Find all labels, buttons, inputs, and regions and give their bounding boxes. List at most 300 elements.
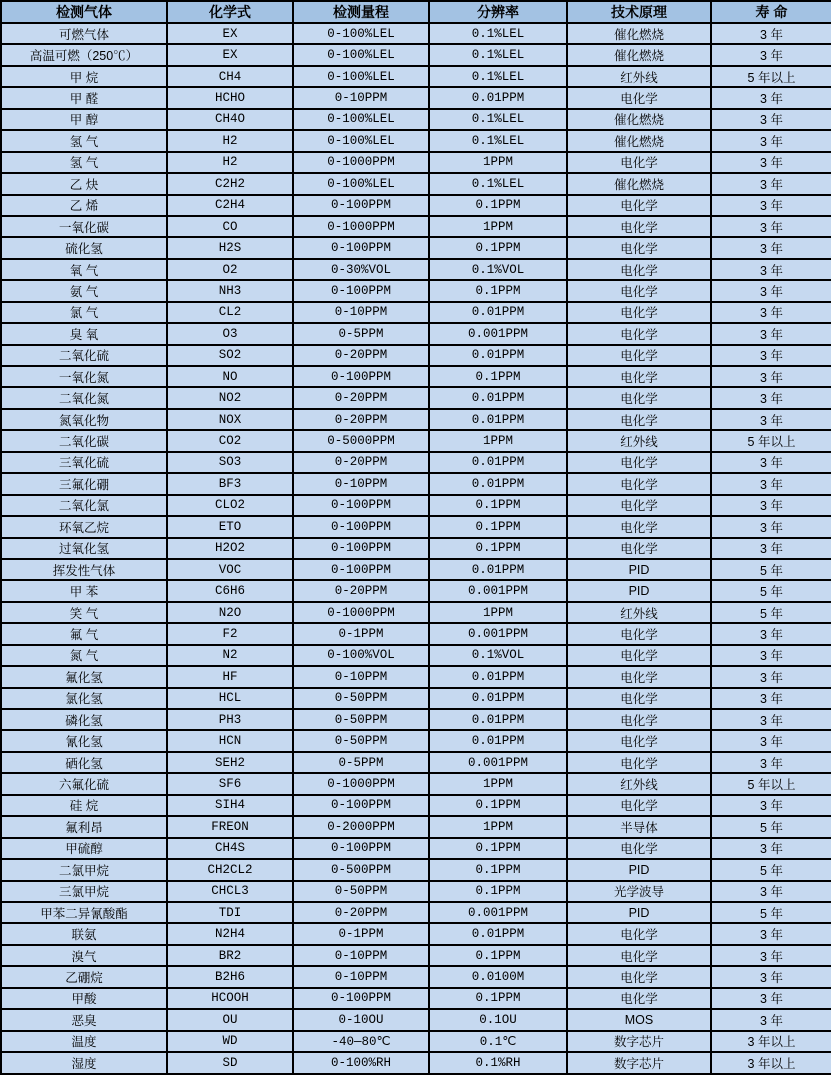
cell-resolution: 1PPM xyxy=(429,216,567,237)
cell-formula: CLO2 xyxy=(167,495,293,516)
cell-life: 3 年 xyxy=(711,881,831,902)
cell-formula: BF3 xyxy=(167,473,293,494)
cell-life: 5 年 xyxy=(711,902,831,923)
cell-resolution: 0.1PPM xyxy=(429,280,567,301)
cell-resolution: 0.1PPM xyxy=(429,516,567,537)
cell-principle: 催化燃烧 xyxy=(567,23,711,44)
column-header-formula: 化学式 xyxy=(167,1,293,23)
cell-resolution: 0.01PPM xyxy=(429,87,567,108)
cell-gas: 甲 苯 xyxy=(1,580,167,601)
cell-principle: 电化学 xyxy=(567,688,711,709)
cell-formula: CHCL3 xyxy=(167,881,293,902)
cell-formula: CH4O xyxy=(167,109,293,130)
cell-gas: 氯化氢 xyxy=(1,688,167,709)
cell-range: -40—80℃ xyxy=(293,1031,429,1052)
cell-gas: 氟 气 xyxy=(1,623,167,644)
cell-formula: SO2 xyxy=(167,345,293,366)
cell-range: 0-50PPM xyxy=(293,688,429,709)
cell-gas: 湿度 xyxy=(1,1052,167,1074)
cell-life: 5 年以上 xyxy=(711,430,831,451)
cell-principle: 电化学 xyxy=(567,666,711,687)
cell-resolution: 0.1PPM xyxy=(429,366,567,387)
table-row xyxy=(1,923,831,944)
cell-gas: 乙 炔 xyxy=(1,173,167,194)
table-row xyxy=(1,902,831,923)
cell-resolution: 0.1%LEL xyxy=(429,66,567,87)
cell-gas: 恶臭 xyxy=(1,1009,167,1030)
cell-life: 3 年 xyxy=(711,495,831,516)
cell-formula: SO3 xyxy=(167,452,293,473)
cell-gas: 二氧化硫 xyxy=(1,345,167,366)
cell-resolution: 0.1PPM xyxy=(429,881,567,902)
cell-principle: 电化学 xyxy=(567,366,711,387)
cell-formula: C2H4 xyxy=(167,195,293,216)
cell-resolution: 0.1OU xyxy=(429,1009,567,1030)
cell-principle: 电化学 xyxy=(567,387,711,408)
table-row xyxy=(1,688,831,709)
cell-life: 3 年 xyxy=(711,366,831,387)
cell-range: 0-100PPM xyxy=(293,988,429,1009)
cell-range: 0-100%RH xyxy=(293,1052,429,1074)
table-row xyxy=(1,516,831,537)
cell-formula: ETO xyxy=(167,516,293,537)
column-header-principle: 技术原理 xyxy=(567,1,711,23)
table-row xyxy=(1,623,831,644)
cell-life: 3 年 xyxy=(711,87,831,108)
cell-formula: N2O xyxy=(167,602,293,623)
cell-gas: 挥发性气体 xyxy=(1,559,167,580)
cell-life: 3 年 xyxy=(711,688,831,709)
cell-range: 0-100PPM xyxy=(293,795,429,816)
cell-gas: 乙 烯 xyxy=(1,195,167,216)
cell-principle: 光学波导 xyxy=(567,881,711,902)
cell-life: 3 年 xyxy=(711,173,831,194)
cell-resolution: 0.1PPM xyxy=(429,195,567,216)
table-row xyxy=(1,580,831,601)
cell-formula: TDI xyxy=(167,902,293,923)
cell-formula: HF xyxy=(167,666,293,687)
cell-formula: CL2 xyxy=(167,302,293,323)
cell-life: 3 年 xyxy=(711,988,831,1009)
cell-principle: 半导体 xyxy=(567,816,711,837)
cell-range: 0-1000PPM xyxy=(293,773,429,794)
cell-gas: 三氟化硼 xyxy=(1,473,167,494)
cell-range: 0-10PPM xyxy=(293,666,429,687)
cell-resolution: 1PPM xyxy=(429,816,567,837)
cell-range: 0-100PPM xyxy=(293,838,429,859)
cell-formula: HCHO xyxy=(167,87,293,108)
cell-range: 0-100%LEL xyxy=(293,44,429,65)
cell-resolution: 1PPM xyxy=(429,773,567,794)
cell-resolution: 0.1PPM xyxy=(429,988,567,1009)
cell-range: 0-100%VOL xyxy=(293,645,429,666)
cell-formula: N2H4 xyxy=(167,923,293,944)
cell-range: 0-20PPM xyxy=(293,902,429,923)
cell-life: 5 年 xyxy=(711,859,831,880)
cell-formula: SF6 xyxy=(167,773,293,794)
cell-life: 5 年 xyxy=(711,602,831,623)
cell-life: 3 年 xyxy=(711,752,831,773)
cell-resolution: 0.01PPM xyxy=(429,730,567,751)
cell-principle: 电化学 xyxy=(567,730,711,751)
cell-principle: 电化学 xyxy=(567,259,711,280)
cell-gas: 一氧化碳 xyxy=(1,216,167,237)
cell-range: 0-100PPM xyxy=(293,495,429,516)
cell-formula: CH4S xyxy=(167,838,293,859)
cell-resolution: 1PPM xyxy=(429,152,567,173)
cell-gas: 过氧化氢 xyxy=(1,538,167,559)
cell-range: 0-100PPM xyxy=(293,195,429,216)
cell-formula: H2 xyxy=(167,152,293,173)
cell-resolution: 0.1PPM xyxy=(429,795,567,816)
cell-principle: 电化学 xyxy=(567,237,711,258)
cell-resolution: 0.001PPM xyxy=(429,580,567,601)
cell-range: 0-1000PPM xyxy=(293,216,429,237)
table-row xyxy=(1,152,831,173)
cell-formula: NH3 xyxy=(167,280,293,301)
cell-resolution: 0.01PPM xyxy=(429,345,567,366)
cell-formula: O2 xyxy=(167,259,293,280)
cell-gas: 高温可燃（250℃） xyxy=(1,44,167,65)
cell-principle: 电化学 xyxy=(567,945,711,966)
cell-life: 5 年 xyxy=(711,559,831,580)
cell-life: 3 年 xyxy=(711,645,831,666)
column-header-life: 寿 命 xyxy=(711,1,831,23)
cell-resolution: 1PPM xyxy=(429,602,567,623)
table-row xyxy=(1,1052,831,1074)
cell-formula: CO2 xyxy=(167,430,293,451)
cell-life: 3 年 xyxy=(711,216,831,237)
cell-gas: 二氧化氮 xyxy=(1,387,167,408)
table-row xyxy=(1,452,831,473)
table-row xyxy=(1,730,831,751)
cell-formula: EX xyxy=(167,44,293,65)
table-row xyxy=(1,816,831,837)
cell-life: 3 年 xyxy=(711,302,831,323)
cell-life: 3 年 xyxy=(711,709,831,730)
cell-range: 0-100%LEL xyxy=(293,173,429,194)
cell-gas: 甲 醛 xyxy=(1,87,167,108)
cell-formula: HCOOH xyxy=(167,988,293,1009)
cell-gas: 氧 气 xyxy=(1,259,167,280)
cell-formula: N2 xyxy=(167,645,293,666)
cell-range: 0-20PPM xyxy=(293,580,429,601)
cell-formula: CO xyxy=(167,216,293,237)
table-row xyxy=(1,881,831,902)
cell-range: 0-100PPM xyxy=(293,237,429,258)
cell-gas: 笑 气 xyxy=(1,602,167,623)
cell-resolution: 0.1%VOL xyxy=(429,259,567,280)
cell-range: 0-100PPM xyxy=(293,559,429,580)
cell-resolution: 0.1PPM xyxy=(429,945,567,966)
column-header-resolution: 分辨率 xyxy=(429,1,567,23)
cell-life: 3 年 xyxy=(711,195,831,216)
cell-life: 5 年 xyxy=(711,580,831,601)
cell-principle: 电化学 xyxy=(567,516,711,537)
cell-life: 3 年 xyxy=(711,795,831,816)
cell-life: 3 年 xyxy=(711,923,831,944)
table-row xyxy=(1,366,831,387)
cell-resolution: 0.01PPM xyxy=(429,409,567,430)
table-row xyxy=(1,237,831,258)
cell-range: 0-10PPM xyxy=(293,473,429,494)
table-row xyxy=(1,409,831,430)
cell-resolution: 0.1%LEL xyxy=(429,44,567,65)
cell-formula: HCL xyxy=(167,688,293,709)
cell-gas: 甲 醇 xyxy=(1,109,167,130)
cell-resolution: 0.001PPM xyxy=(429,752,567,773)
cell-resolution: 0.01PPM xyxy=(429,452,567,473)
cell-life: 3 年 xyxy=(711,237,831,258)
cell-gas: 一氧化氮 xyxy=(1,366,167,387)
cell-principle: 催化燃烧 xyxy=(567,173,711,194)
table-row xyxy=(1,709,831,730)
table-row xyxy=(1,66,831,87)
cell-range: 0-1PPM xyxy=(293,923,429,944)
cell-formula: FREON xyxy=(167,816,293,837)
table-row xyxy=(1,387,831,408)
table-row xyxy=(1,988,831,1009)
cell-range: 0-100PPM xyxy=(293,366,429,387)
cell-principle: 电化学 xyxy=(567,345,711,366)
cell-formula: H2 xyxy=(167,130,293,151)
table-row xyxy=(1,44,831,65)
cell-life: 3 年 xyxy=(711,666,831,687)
cell-principle: 电化学 xyxy=(567,195,711,216)
cell-principle: PID xyxy=(567,580,711,601)
cell-resolution: 0.01PPM xyxy=(429,302,567,323)
cell-principle: 电化学 xyxy=(567,452,711,473)
cell-range: 0-1000PPM xyxy=(293,602,429,623)
cell-range: 0-5000PPM xyxy=(293,430,429,451)
table-row xyxy=(1,945,831,966)
cell-formula: B2H6 xyxy=(167,966,293,987)
table-row xyxy=(1,838,831,859)
cell-resolution: 0.1%LEL xyxy=(429,23,567,44)
column-header-range: 检测量程 xyxy=(293,1,429,23)
cell-formula: SD xyxy=(167,1052,293,1074)
cell-range: 0-20PPM xyxy=(293,387,429,408)
table-row xyxy=(1,173,831,194)
cell-gas: 联氨 xyxy=(1,923,167,944)
cell-life: 3 年 xyxy=(711,623,831,644)
cell-life: 3 年以上 xyxy=(711,1031,831,1052)
cell-range: 0-2000PPM xyxy=(293,816,429,837)
cell-formula: NOX xyxy=(167,409,293,430)
cell-gas: 硒化氢 xyxy=(1,752,167,773)
cell-gas: 甲硫醇 xyxy=(1,838,167,859)
cell-formula: BR2 xyxy=(167,945,293,966)
cell-formula: NO xyxy=(167,366,293,387)
cell-life: 3 年 xyxy=(711,387,831,408)
cell-range: 0-50PPM xyxy=(293,730,429,751)
cell-gas: 氰化氢 xyxy=(1,730,167,751)
cell-principle: 电化学 xyxy=(567,645,711,666)
cell-range: 0-10OU xyxy=(293,1009,429,1030)
cell-formula: F2 xyxy=(167,623,293,644)
cell-range: 0-1PPM xyxy=(293,623,429,644)
cell-gas: 甲 烷 xyxy=(1,66,167,87)
cell-gas: 溴气 xyxy=(1,945,167,966)
table-row xyxy=(1,216,831,237)
cell-principle: 电化学 xyxy=(567,323,711,344)
cell-range: 0-100%LEL xyxy=(293,130,429,151)
table-row xyxy=(1,495,831,516)
cell-principle: 数字芯片 xyxy=(567,1031,711,1052)
cell-life: 3 年 xyxy=(711,730,831,751)
cell-principle: 电化学 xyxy=(567,495,711,516)
table-row xyxy=(1,538,831,559)
cell-gas: 环氧乙烷 xyxy=(1,516,167,537)
column-header-gas: 检测气体 xyxy=(1,1,167,23)
cell-formula: HCN xyxy=(167,730,293,751)
cell-formula: C2H2 xyxy=(167,173,293,194)
cell-resolution: 0.001PPM xyxy=(429,623,567,644)
cell-resolution: 0.001PPM xyxy=(429,323,567,344)
cell-range: 0-100PPM xyxy=(293,280,429,301)
cell-resolution: 0.1%LEL xyxy=(429,173,567,194)
cell-principle: 电化学 xyxy=(567,966,711,987)
cell-principle: 电化学 xyxy=(567,409,711,430)
cell-resolution: 0.01PPM xyxy=(429,666,567,687)
cell-principle: 红外线 xyxy=(567,602,711,623)
cell-principle: 电化学 xyxy=(567,302,711,323)
table-row xyxy=(1,473,831,494)
cell-resolution: 0.001PPM xyxy=(429,902,567,923)
cell-resolution: 0.01PPM xyxy=(429,709,567,730)
cell-principle: 电化学 xyxy=(567,152,711,173)
cell-principle: 电化学 xyxy=(567,838,711,859)
cell-resolution: 1PPM xyxy=(429,430,567,451)
cell-gas: 氢 气 xyxy=(1,152,167,173)
cell-principle: 电化学 xyxy=(567,752,711,773)
cell-gas: 氟利昂 xyxy=(1,816,167,837)
cell-life: 3 年 xyxy=(711,1009,831,1030)
cell-gas: 臭 氧 xyxy=(1,323,167,344)
cell-resolution: 0.01PPM xyxy=(429,387,567,408)
cell-resolution: 0.1%RH xyxy=(429,1052,567,1074)
cell-principle: 催化燃烧 xyxy=(567,130,711,151)
cell-principle: PID xyxy=(567,859,711,880)
cell-life: 3 年 xyxy=(711,345,831,366)
cell-formula: WD xyxy=(167,1031,293,1052)
cell-formula: PH3 xyxy=(167,709,293,730)
table-row xyxy=(1,795,831,816)
table-row xyxy=(1,859,831,880)
cell-principle: 电化学 xyxy=(567,988,711,1009)
cell-range: 0-30%VOL xyxy=(293,259,429,280)
cell-gas: 磷化氢 xyxy=(1,709,167,730)
cell-range: 0-5PPM xyxy=(293,752,429,773)
cell-gas: 氢 气 xyxy=(1,130,167,151)
cell-range: 0-10PPM xyxy=(293,966,429,987)
cell-range: 0-100%LEL xyxy=(293,109,429,130)
cell-life: 3 年 xyxy=(711,538,831,559)
cell-life: 5 年以上 xyxy=(711,773,831,794)
table-row xyxy=(1,345,831,366)
cell-life: 3 年 xyxy=(711,473,831,494)
cell-life: 3 年 xyxy=(711,259,831,280)
cell-formula: SIH4 xyxy=(167,795,293,816)
cell-life: 3 年 xyxy=(711,152,831,173)
cell-principle: 催化燃烧 xyxy=(567,44,711,65)
table-row xyxy=(1,87,831,108)
cell-gas: 二氯甲烷 xyxy=(1,859,167,880)
cell-formula: NO2 xyxy=(167,387,293,408)
cell-range: 0-5PPM xyxy=(293,323,429,344)
cell-life: 3 年 xyxy=(711,838,831,859)
cell-principle: 电化学 xyxy=(567,795,711,816)
cell-formula: EX xyxy=(167,23,293,44)
table-row xyxy=(1,280,831,301)
cell-gas: 氮氧化物 xyxy=(1,409,167,430)
cell-range: 0-10PPM xyxy=(293,87,429,108)
cell-gas: 二氧化碳 xyxy=(1,430,167,451)
table-row xyxy=(1,602,831,623)
cell-range: 0-10PPM xyxy=(293,302,429,323)
cell-resolution: 0.1℃ xyxy=(429,1031,567,1052)
cell-principle: PID xyxy=(567,559,711,580)
cell-range: 0-20PPM xyxy=(293,452,429,473)
cell-formula: OU xyxy=(167,1009,293,1030)
cell-range: 0-500PPM xyxy=(293,859,429,880)
cell-formula: C6H6 xyxy=(167,580,293,601)
cell-gas: 乙硼烷 xyxy=(1,966,167,987)
cell-resolution: 0.0100M xyxy=(429,966,567,987)
cell-range: 0-50PPM xyxy=(293,709,429,730)
cell-formula: H2O2 xyxy=(167,538,293,559)
table-row xyxy=(1,773,831,794)
cell-range: 0-100PPM xyxy=(293,516,429,537)
cell-life: 3 年 xyxy=(711,966,831,987)
cell-gas: 氮 气 xyxy=(1,645,167,666)
cell-resolution: 0.1%VOL xyxy=(429,645,567,666)
cell-gas: 氯 气 xyxy=(1,302,167,323)
cell-resolution: 0.1%LEL xyxy=(429,130,567,151)
cell-life: 3 年 xyxy=(711,516,831,537)
cell-life: 3 年 xyxy=(711,109,831,130)
cell-principle: 数字芯片 xyxy=(567,1052,711,1074)
table-row xyxy=(1,130,831,151)
cell-gas: 三氧化硫 xyxy=(1,452,167,473)
cell-formula: O3 xyxy=(167,323,293,344)
cell-life: 3 年 xyxy=(711,452,831,473)
cell-gas: 温度 xyxy=(1,1031,167,1052)
cell-gas: 二氧化氯 xyxy=(1,495,167,516)
cell-gas: 三氯甲烷 xyxy=(1,881,167,902)
table-row xyxy=(1,259,831,280)
cell-principle: 电化学 xyxy=(567,87,711,108)
cell-resolution: 0.01PPM xyxy=(429,688,567,709)
cell-range: 0-50PPM xyxy=(293,881,429,902)
table-row xyxy=(1,1009,831,1030)
cell-range: 0-100%LEL xyxy=(293,66,429,87)
cell-resolution: 0.01PPM xyxy=(429,473,567,494)
cell-range: 0-100%LEL xyxy=(293,23,429,44)
table-row xyxy=(1,109,831,130)
cell-gas: 氨 气 xyxy=(1,280,167,301)
cell-resolution: 0.1%LEL xyxy=(429,109,567,130)
cell-principle: 电化学 xyxy=(567,709,711,730)
cell-range: 0-1000PPM xyxy=(293,152,429,173)
cell-life: 3 年 xyxy=(711,945,831,966)
table-row xyxy=(1,323,831,344)
cell-gas: 甲酸 xyxy=(1,988,167,1009)
cell-formula: SEH2 xyxy=(167,752,293,773)
table-row xyxy=(1,645,831,666)
cell-formula: CH2CL2 xyxy=(167,859,293,880)
cell-principle: 电化学 xyxy=(567,473,711,494)
